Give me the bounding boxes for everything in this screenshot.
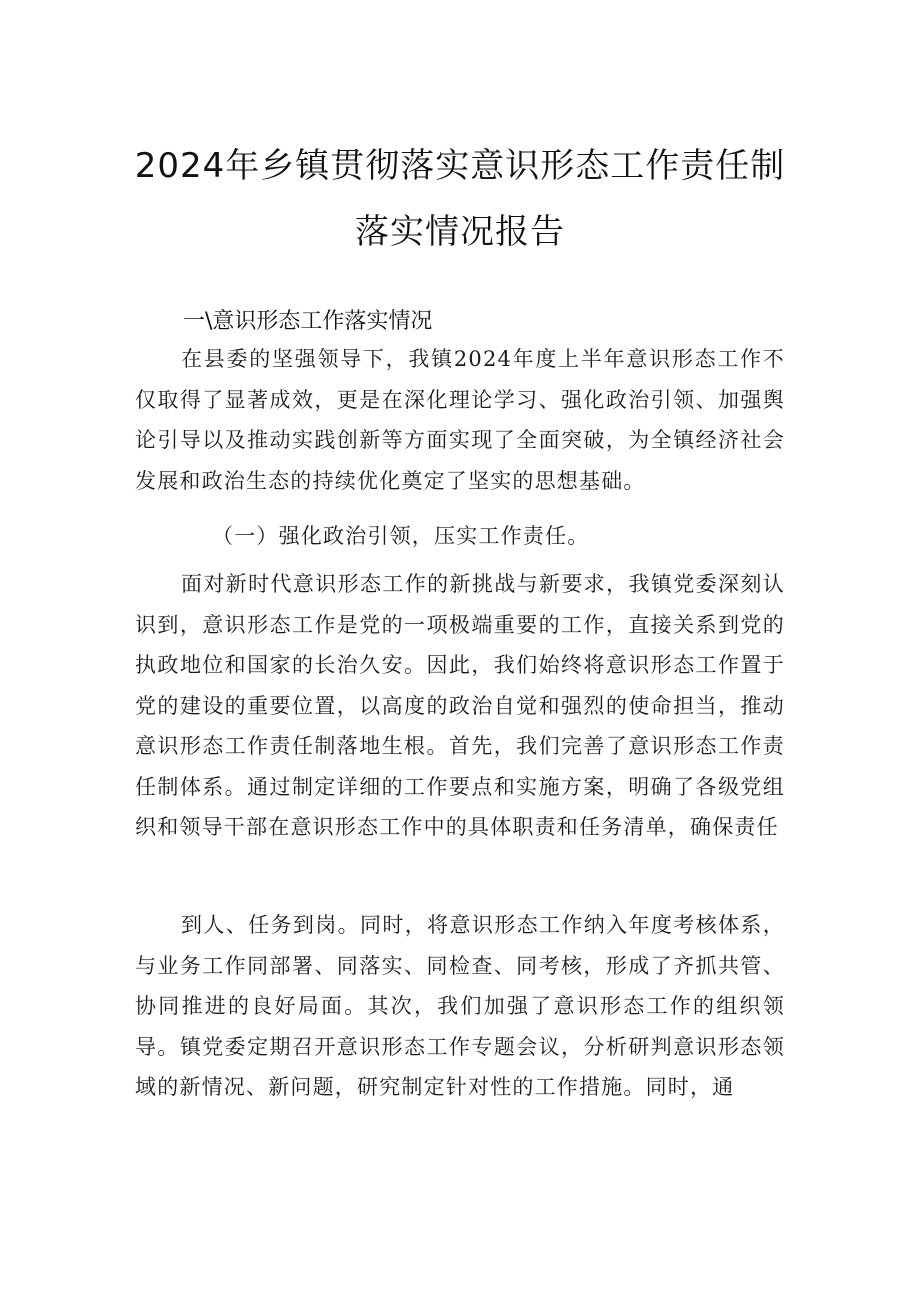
subsection-heading: （一）强化政治引领，压实工作责任。: [212, 524, 590, 548]
document-title-line-2: 落实情况报告: [355, 212, 565, 252]
paragraph-body-1: 面对新时代意识形态工作的新挑战与新要求，我镇党委深刻认识到，意识形态工作是党的一项极端重要的工作，直接关系到党的执政地位和国家的长治久安。因此，我们始终将意识形态工作置于党的建设的重要位置，以高度的政治自觉和强烈的使命担当，推动意识形态工作责任制落地生根。首先，我们完善了意识形态工作责任制体系。通过制定详细的工作要点和实施方案，明确了各级党组织和领导干部在意识形态工作中的具体职责和任务清单，确保责任: [135, 572, 785, 839]
section-heading: 一\意识形态工作落实情况: [183, 309, 433, 334]
paragraph-intro: 在县委的坚强领导下，我镇2024年度上半年意识形态工作不仅取得了显著成效，更是在深化理论学习、强化政治引领、加强舆论引导以及推动实践创新等方面实现了全面突破，为全镇经济社会发展和政治生态的持续优化奠定了坚实的思想基础。: [135, 347, 785, 493]
paragraph-body-2: 到人、任务到岗。同时，将意识形态工作纳入年度考核体系，与业务工作同部署、同落实、同检查、同考核，形成了齐抓共管、协同推进的良好局面。其次，我们加强了意识形态工作的组织领导。镇党委定期召开意识形态工作专题会议，分析研判意识形态领域的新情况、新问题，研究制定针对性的工作措施。同时，通: [135, 913, 785, 1099]
document-title-line-1: 2024年乡镇贯彻落实意识形态工作责任制: [134, 146, 786, 186]
